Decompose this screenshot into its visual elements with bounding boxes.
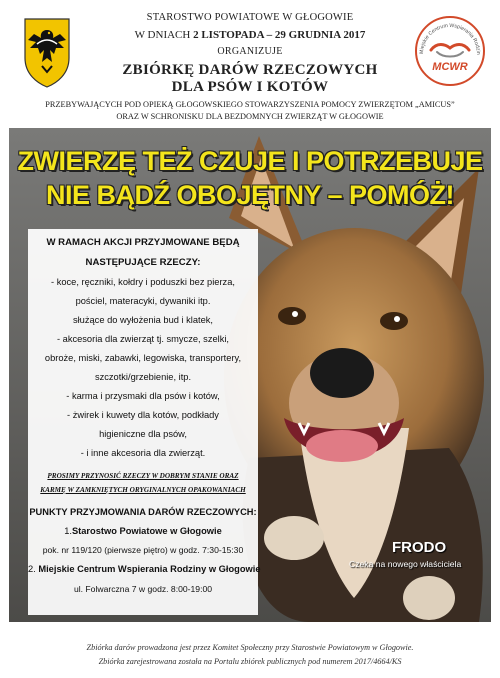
collection-dates [90, 29, 410, 41]
poster-header [0, 0, 500, 128]
collection-point-2 [28, 564, 261, 574]
collection-point-2-name: Miejskie Centrum Wspierania Rodziny w Głogowie [38, 564, 261, 574]
dog-name: FRODO [392, 539, 447, 556]
collection-point-1 [28, 526, 258, 536]
mcwr-logo-text: MCWR [432, 61, 468, 73]
accepted-items-heading-line1: W RAMACH AKCJI PRZYJMOWANE BĘDĄ [46, 237, 240, 248]
collection-point-2-number: 2. [28, 564, 36, 574]
footer-registration-note: Zbiórka zarejestrowana została na Portalu zbiórek publicznych pod numerem 2017/4664/KS [98, 657, 402, 666]
collection-point-1-number: 1. [64, 526, 72, 536]
mcwr-logo-icon [413, 14, 487, 88]
collection-point-1-detail: pok. nr 119/120 (pierwsze piętro) w godz. 7:30-15:30 [42, 545, 244, 555]
collection-point-1-name: Starostwo Powiatowe w Głogowie [71, 526, 222, 536]
county-crest-icon [22, 16, 72, 88]
list-item: - żwirek i kuwety dla kotów, podkłady [67, 410, 219, 420]
collection-points-heading: PUNKTY PRZYJMOWANIA DARÓW RZECZOWYCH: [29, 507, 257, 517]
accepted-items-heading-line2: NASTĘPUJĄCE RZECZY: [85, 257, 201, 268]
accepted-items-panel [28, 229, 261, 615]
list-item: higieniczne dla psów, [99, 429, 187, 439]
organization-name: STAROSTWO POWIATOWE W GŁOGOWIE [146, 12, 354, 23]
collection-title-line2: DLA PSÓW I KOTÓW [171, 79, 329, 95]
collection-title-line1: ZBIÓRKĘ DARÓW RZECZOWYCH [122, 62, 378, 78]
beneficiaries-line2: ORAZ W SCHRONISKU DLA BEZDOMNYCH ZWIERZĄT W GŁOGOWIE [116, 112, 384, 121]
mcwr-ring-text: Miejskie Centrum Wspierania Rodzin [418, 22, 482, 55]
list-item: szczotki/grzebienie, itp. [94, 372, 192, 382]
list-item: - i inne akcesoria dla zwierząt. [80, 448, 206, 458]
beneficiaries-line1: PRZEBYWAJĄCYCH POD OPIEKĄ GŁOGOWSKIEGO STOWARZYSZENIA POMOCY ZWIERZĘTOM „AMICUS” [45, 100, 455, 109]
headline-line2: NIE BĄDŹ OBOJĘTNY – POMÓŻ! [45, 180, 455, 210]
organizes-label: ORGANIZUJE [217, 46, 283, 57]
list-item: - akcesoria dla zwierząt tj. smycze, szelki, [56, 334, 230, 344]
list-item: - karma i przysmaki dla psów i kotów, [66, 391, 220, 401]
dog-photo-panel [9, 128, 491, 622]
condition-note-line2: KARMĘ W ZAMKNIĘTYCH ORYGINALNYCH OPAKOWANIACH [40, 486, 246, 494]
dates-value: 2 LISTOPADA – 29 GRUDNIA 2017 [193, 29, 366, 41]
list-item: służące do wyłożenia bud i klatek, [72, 315, 214, 325]
condition-note-line1: PROSIMY PRZYNOSIĆ RZECZY W DOBRYM STANIE ORAZ [47, 472, 239, 480]
footer-organizer-note: Zbiórka darów prowadzona jest przez Komitet Społeczny przy Starostwie Powiatowym w Głogowie. [86, 643, 414, 652]
headline-line1: ZWIERZĘ TEŻ CZUJE I POTRZEBUJE [17, 146, 483, 176]
list-item: obroże, miski, zabawki, legowiska, transportery, [44, 353, 242, 363]
dates-prefix: W DNIACH [134, 29, 191, 41]
list-item: pościel, materacyki, dywaniki itp. [75, 296, 211, 306]
list-item: - koce, ręczniki, kołdry i poduszki bez pierza, [51, 277, 235, 287]
dog-caption: Czeka na nowego właściciela [349, 559, 462, 569]
collection-point-2-detail: ul. Folwarczna 7 w godz. 8:00-19:00 [73, 584, 213, 594]
